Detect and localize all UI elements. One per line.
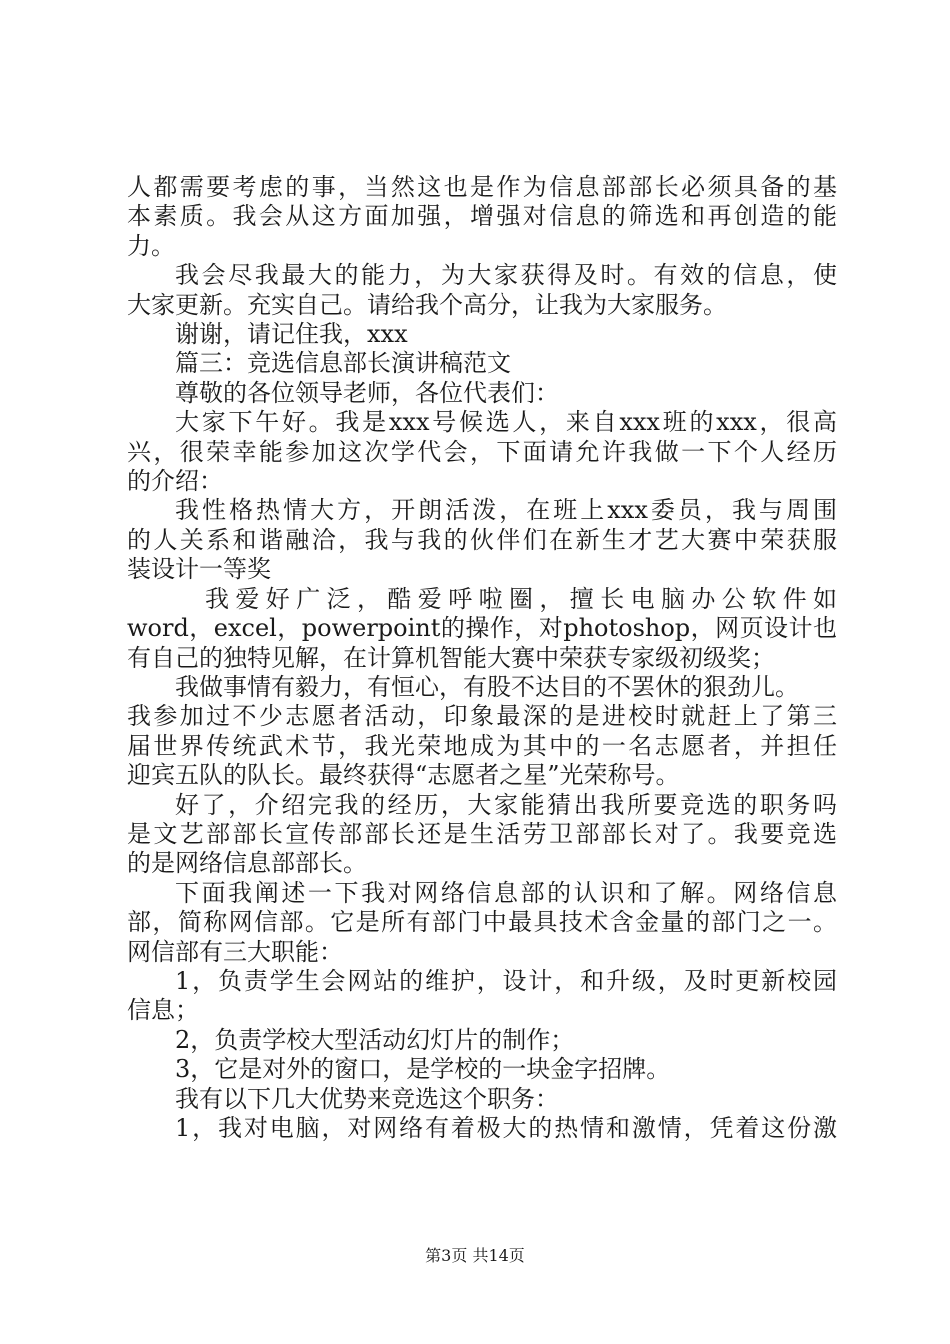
text-line: 尊敬的各位领导老师，各位代表们： <box>175 378 559 407</box>
text-line: 谢谢，请记住我，xxx <box>175 320 408 349</box>
text-line: 部，简称网信部。它是所有部门中最具技术含金量的部门之一。 <box>127 908 837 937</box>
page-number-footer: 第3页 共14页 <box>425 1246 525 1265</box>
text-line: 大家更新。充实自己。请给我个高分，让我为大家服务。 <box>127 290 727 319</box>
list-item: 1，负责学生会网站的维护，设计，和升级，及时更新校园 <box>175 966 837 995</box>
text-line: 装设计一等奖 <box>127 555 271 584</box>
text-line: 我性格热情大方，开朗活泼，在班上xxx委员，我与周围 <box>175 496 837 525</box>
list-item: 1，我对电脑，对网络有着极大的热情和激情，凭着这份激 <box>175 1114 837 1142</box>
text-line: 人都需要考虑的事，当然这也是作为信息部部长必须具备的基 <box>127 173 837 201</box>
text-line: word，excel，powerpoint的操作，对photoshop，网页设计也 <box>127 614 837 643</box>
text-line: 我会尽我最大的能力，为大家获得及时。有效的信息，使 <box>175 261 837 290</box>
section-heading: 篇三：竞选信息部长演讲稿范文 <box>175 349 511 378</box>
text-line: 我爱好广泛，酷爱呼啦圈，擅长电脑办公软件如 <box>205 584 837 613</box>
text-line: 的是网络信息部部长。 <box>127 849 367 878</box>
text-line: 本素质。我会从这方面加强，增强对信息的筛选和再创造的能 <box>127 202 837 231</box>
text-line: 的人关系和谐融洽，我与我的伙伴们在新生才艺大赛中荣获服 <box>127 525 837 554</box>
text-line: 是文艺部部长宣传部部长还是生活劳卫部部长对了。我要竞选 <box>127 819 837 848</box>
text-line: 下面我阐述一下我对网络信息部的认识和了解。网络信息 <box>175 878 837 907</box>
text-line: 我有以下几大优势来竞选这个职务： <box>175 1084 559 1113</box>
text-line: 的介绍： <box>127 467 223 496</box>
text-line: 届世界传统武术节，我光荣地成为其中的一名志愿者，并担任 <box>127 731 837 760</box>
text-line: 网信部有三大职能： <box>127 937 343 966</box>
text-line: 迎宾五队的队长。最终获得“志愿者之星”光荣称号。 <box>127 761 680 790</box>
text-line: 有自己的独特见解，在计算机智能大赛中荣获专家级初级奖； <box>127 643 775 672</box>
list-item: 3，它是对外的窗口，是学校的一块金字招牌。 <box>175 1055 671 1084</box>
text-line: 大家下午好。我是xxx号候选人，来自xxx班的xxx，很高 <box>175 408 837 437</box>
text-line: 我参加过不少志愿者活动，印象最深的是进校时就赶上了第三 <box>127 702 837 731</box>
text-line: 力。 <box>127 231 175 260</box>
text-line: 信息； <box>127 996 199 1025</box>
document-body <box>127 173 837 1143</box>
list-item: 2，负责学校大型活动幻灯片的制作； <box>175 1025 575 1054</box>
text-line: 我做事情有毅力，有恒心，有股不达目的不罢休的狠劲儿。 <box>175 672 799 701</box>
text-line: 好了，介绍完我的经历，大家能猜出我所要竞选的职务吗 <box>175 790 837 819</box>
text-line: 兴，很荣幸能参加这次学代会，下面请允许我做一下个人经历 <box>127 437 837 466</box>
